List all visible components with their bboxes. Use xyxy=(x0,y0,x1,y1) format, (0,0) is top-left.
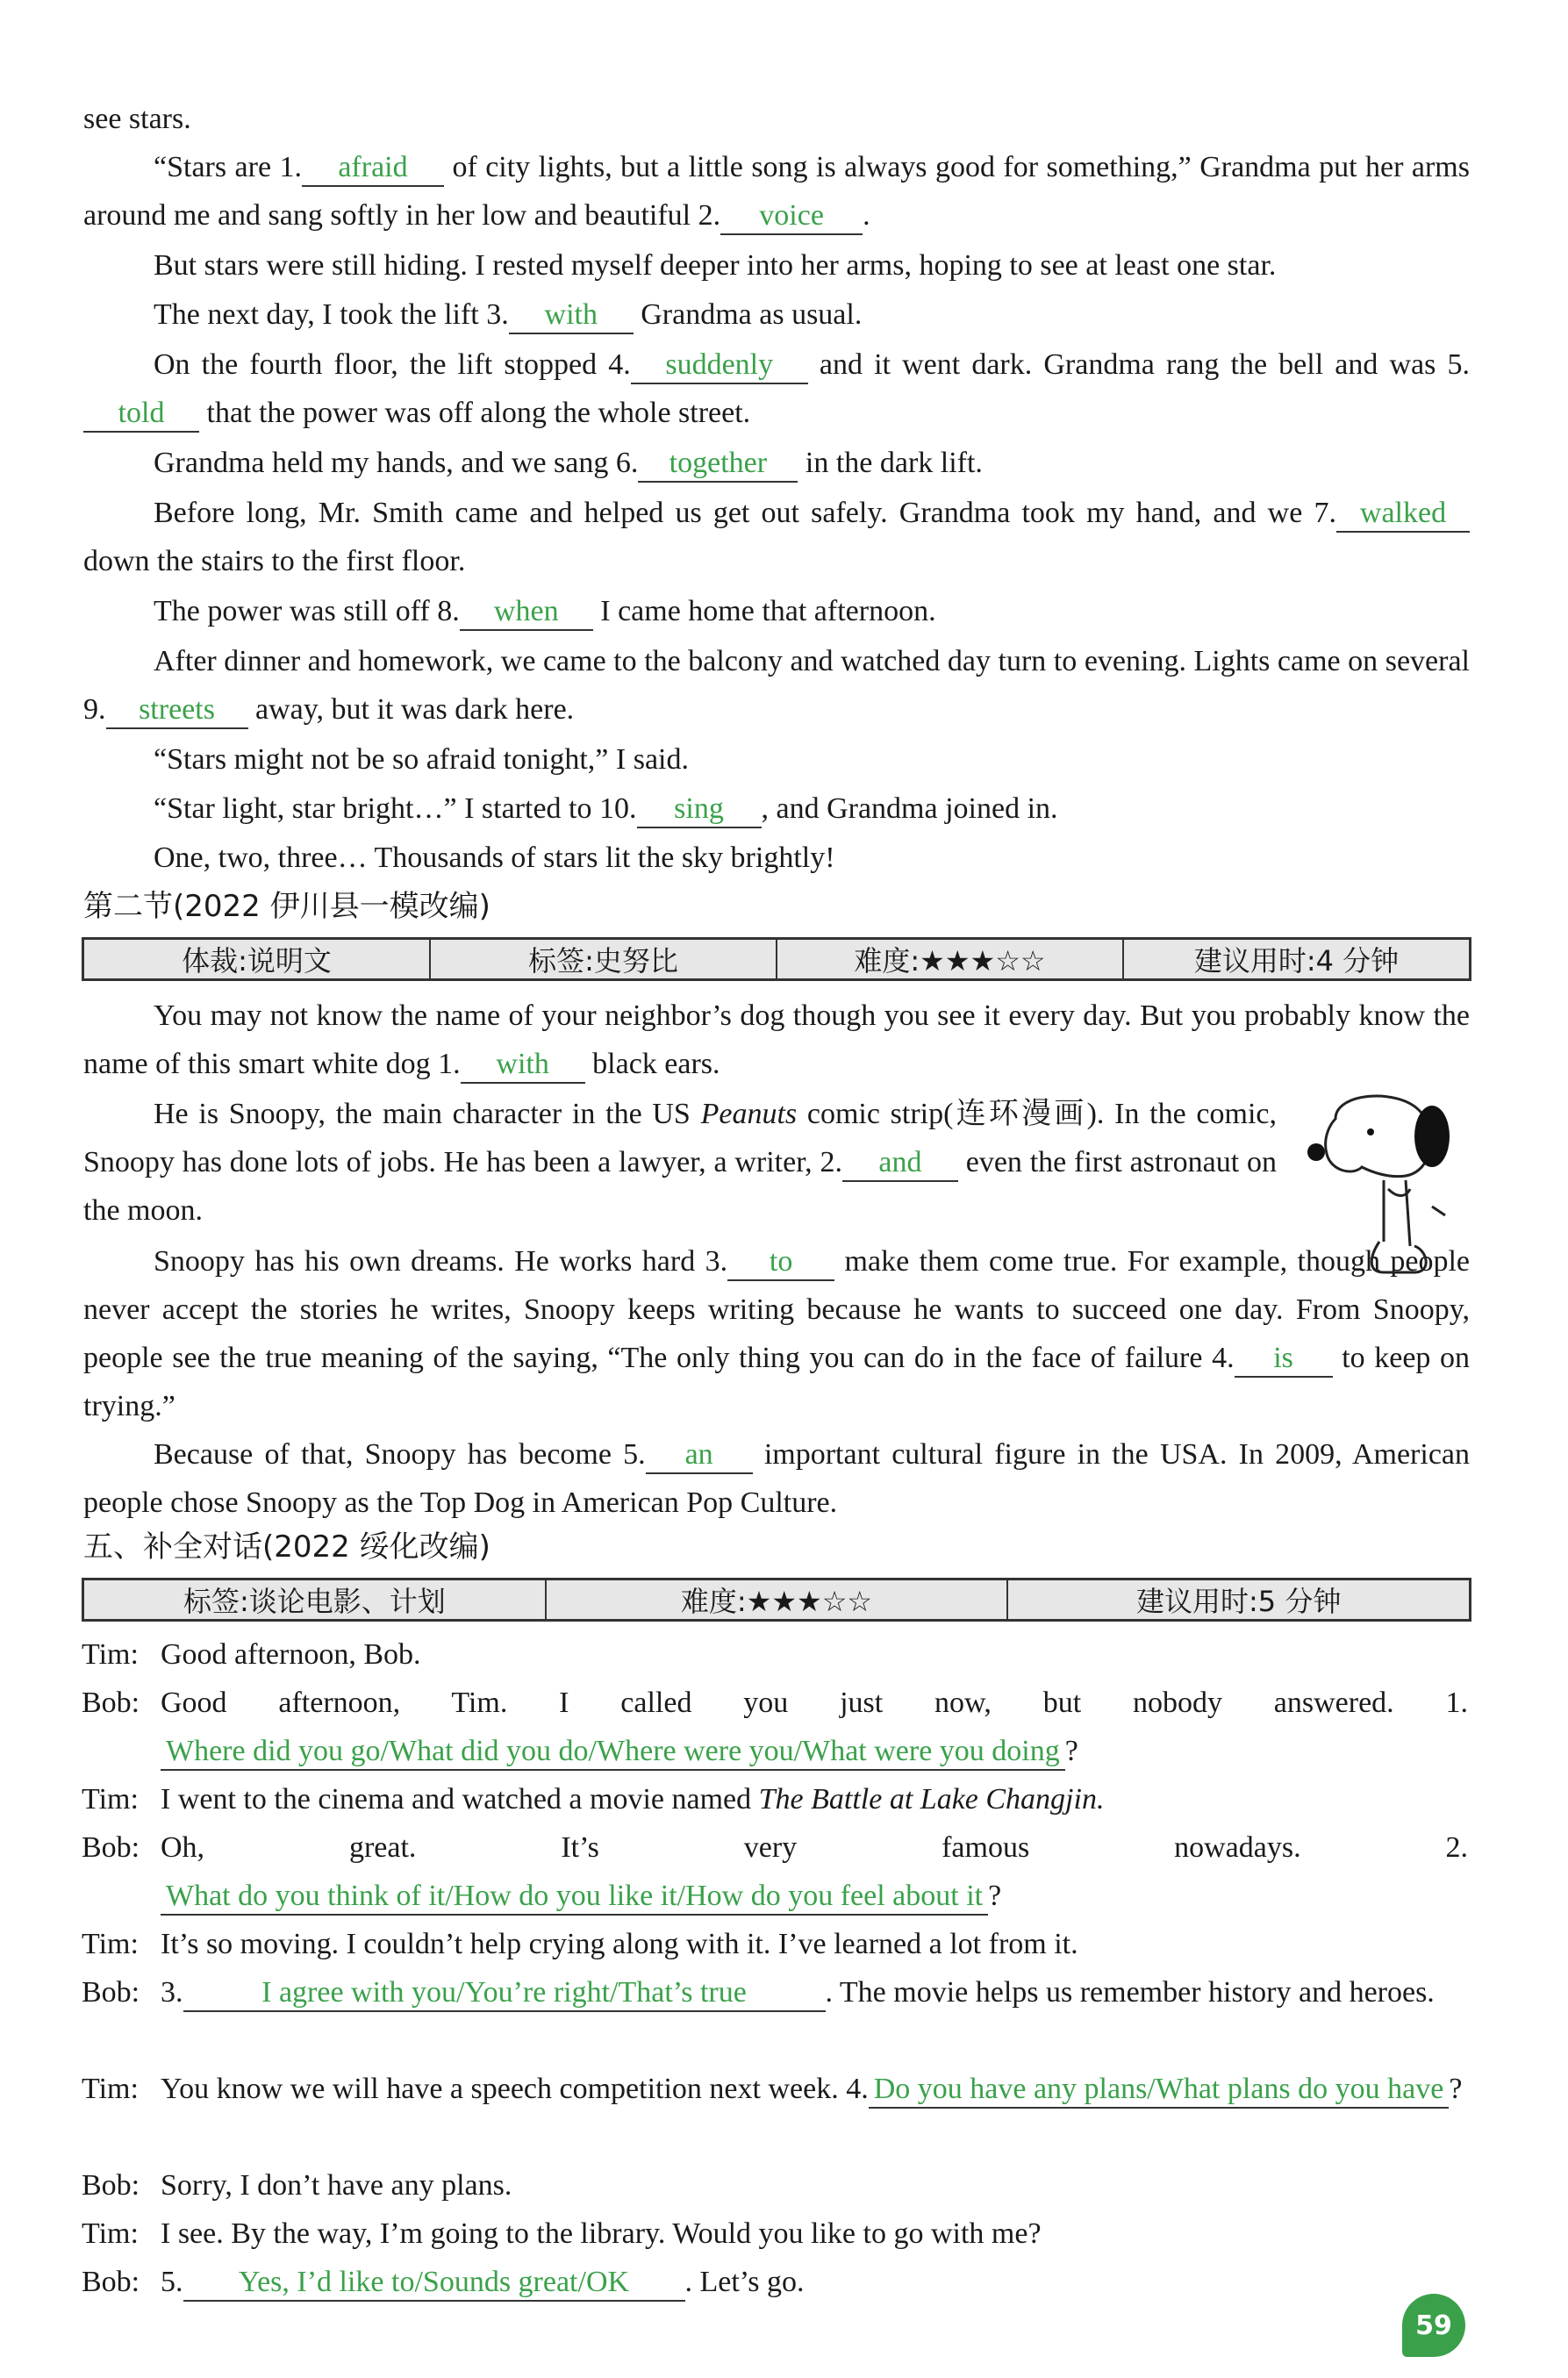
snoopy-blank-5: an xyxy=(646,1437,753,1474)
story-paragraph-4: On the fourth floor, the lift stopped 4. suddenly and it went dark. Grandma rang the bell and was 5.told that the power was off along the whole street. xyxy=(83,340,1470,437)
answer-blank-9: streets xyxy=(106,692,248,729)
section-5-tag-bar xyxy=(82,1578,1471,1622)
answer-blank-10: sing xyxy=(637,791,762,828)
story-paragraph-1: “Stars are 1. afraid of city lights, but a little song is always good for something,” Grandma put her arms around me and sang softly in her low and beautiful 2. voice . xyxy=(83,143,1470,240)
story-paragraph-7: The power was still off 8. when I came home that afternoon. xyxy=(83,587,1470,635)
answer-blank-7: walked xyxy=(1336,496,1470,533)
dialogue-blank-2: What do you think of it/How do you like it/How do you feel about it xyxy=(161,1879,988,1916)
story-paragraph-2: But stars were still hiding. I rested myself deeper into her arms, hoping to see at least one star. xyxy=(154,249,1277,282)
answer-blank-4: suddenly xyxy=(631,347,808,384)
tag-topic: 标签:史努比 xyxy=(431,940,777,978)
story-paragraph-10: “Star light, star bright…” I started to 10. sing , and Grandma joined in. xyxy=(83,784,1470,833)
speaker: Bob: xyxy=(82,2266,140,2298)
speaker: Bob: xyxy=(82,1687,140,1719)
section-5-heading: 五、补全对话(2022 绥化改编) xyxy=(83,1529,490,1565)
dialogue-line-1: Tim: Good afternoon, Bob. xyxy=(82,1630,1468,1679)
snoopy-paragraph-1: You may not know the name of your neighbor’s dog though you see it every day. But you probably know the name of this smart white dog 1. with black ears. xyxy=(83,992,1470,1088)
dialogue-line-6: Bob: 3. I agree with you/You’re right/That’s true . The movie helps us remember history and heroes. xyxy=(82,1968,1468,2016)
snoopy-paragraph-4: Because of that, Snoopy has become 5. an important cultural figure in the USA. In 2009, American people chose Snoopy as the Top Dog in American Pop Culture. xyxy=(83,1438,1471,1519)
answer-blank-1: afraid xyxy=(302,150,444,187)
snoopy-blank-4: is xyxy=(1235,1341,1333,1378)
snoopy-blank-2: and xyxy=(842,1145,958,1182)
dialogue-line-7: Tim: You know we will have a speech competition next week. 4. Do you have any plans/What plans do you have ? xyxy=(82,2065,1468,2113)
speaker: Tim: xyxy=(82,1928,139,1960)
speaker: Bob: xyxy=(82,2169,140,2202)
dialogue-blank-3: I agree with you/You’re right/That’s true xyxy=(183,1975,826,2012)
answer-blank-5: told xyxy=(83,396,199,433)
story-paragraph-9: “Stars might not be so afraid tonight,” I said. xyxy=(154,743,689,776)
speaker: Tim: xyxy=(82,2217,139,2250)
answer-blank-6: together xyxy=(638,446,798,483)
page-number-badge: 59 xyxy=(1402,2294,1465,2357)
snoopy-blank-1: with xyxy=(461,1047,585,1084)
dialogue-line-5: Tim: It’s so moving. I couldn’t help crying along with it. I’ve learned a lot from it. xyxy=(82,1920,1468,1968)
speaker: Tim: xyxy=(82,1638,139,1671)
section-2-heading: 第二节(2022 伊川县一模改编) xyxy=(83,889,490,924)
story-paragraph-6: Before long, Mr. Smith came and helped us get out safely. Grandma took my hand, and we 7. walked down the stairs to the first floor. xyxy=(83,489,1470,585)
section-2-tag-bar xyxy=(82,937,1471,981)
speaker: Tim: xyxy=(82,2073,139,2105)
answer-blank-3: with xyxy=(509,297,634,334)
tag-time: 建议用时:4 分钟 xyxy=(1193,944,1400,978)
speaker: Bob: xyxy=(82,1831,140,1864)
speaker: Bob: xyxy=(82,1976,140,2009)
dialogue-line-8: Bob: Sorry, I don’t have any plans. xyxy=(82,2161,1468,2210)
tag-time: 建议用时:5 分钟 xyxy=(1136,1585,1342,1618)
story-line-0: see stars. xyxy=(83,103,191,135)
speaker: Tim: xyxy=(82,1783,139,1816)
snoopy-illustration xyxy=(1300,1084,1467,1286)
dialogue-line-10: Bob: 5. Yes, I’d like to/Sounds great/OK . Let’s go. xyxy=(82,2258,1468,2306)
dialogue-blank-5: Yes, I’d like to/Sounds great/OK xyxy=(183,2265,685,2302)
dialogue-line-3: Tim: I went to the cinema and watched a movie named The Battle at Lake Changjin. xyxy=(82,1775,1468,1823)
story-paragraph-3: The next day, I took the lift 3. with Grandma as usual. xyxy=(83,290,1470,339)
snoopy-paragraph-3: Snoopy has his own dreams. He works hard 3. to make them come true. For example, though people never accept the stories he writes, Snoopy keeps writing because he wants to succeed one day. From Snoopy, people see the true meaning of the saying, “The only thing you can do in the face of failure 4. is to keep on trying.” xyxy=(83,1245,1471,1422)
dialogue-line-9: Tim: I see. By the way, I’m going to the library. Would you like to go with me? xyxy=(82,2210,1468,2258)
tag-topic: 标签:谈论电影、计划 xyxy=(84,1580,547,1619)
tag-difficulty: 难度:★★★☆☆ xyxy=(777,940,1124,978)
tag-genre: 体裁:说明文 xyxy=(84,940,431,978)
dialogue-blank-4: Do you have any plans/What plans do you have xyxy=(869,2072,1450,2109)
answer-blank-2: voice xyxy=(720,198,863,235)
story-paragraph-8: After dinner and homework, we came to the balcony and watched day turn to evening. Lights came on several 9. streets away, but it was dark here. xyxy=(83,637,1470,734)
dialogue-line-4: Bob: Oh, great. It’s very famous nowadays. 2.What do you think of it/How do you like it/How do you feel about it ? xyxy=(82,1823,1468,1920)
answer-blank-8: when xyxy=(460,594,593,631)
story-paragraph-5: Grandma held my hands, and we sang 6. together in the dark lift. xyxy=(83,439,1470,487)
snoopy-paragraph-2: He is Snoopy, the main character in the US Peanuts comic strip(连环漫画). In the comic, Snoopy has done lots of jobs. He has been a lawyer, a writer, 2. and even the first astronaut on the moon. xyxy=(83,1098,1278,1227)
snoopy-blank-3: to xyxy=(727,1244,834,1281)
tag-difficulty: 难度:★★★☆☆ xyxy=(547,1580,1009,1619)
dialogue-line-2: Bob: Good afternoon, Tim. I called you just now, but nobody answered. 1.Where did you go/What did you do/Where were you/What were you doing ? xyxy=(82,1679,1468,1775)
story-paragraph-11: One, two, three… Thousands of stars lit the sky brightly! xyxy=(154,842,835,874)
dialogue-blank-1: Where did you go/What did you do/Where were you/What were you doing xyxy=(161,1734,1065,1771)
